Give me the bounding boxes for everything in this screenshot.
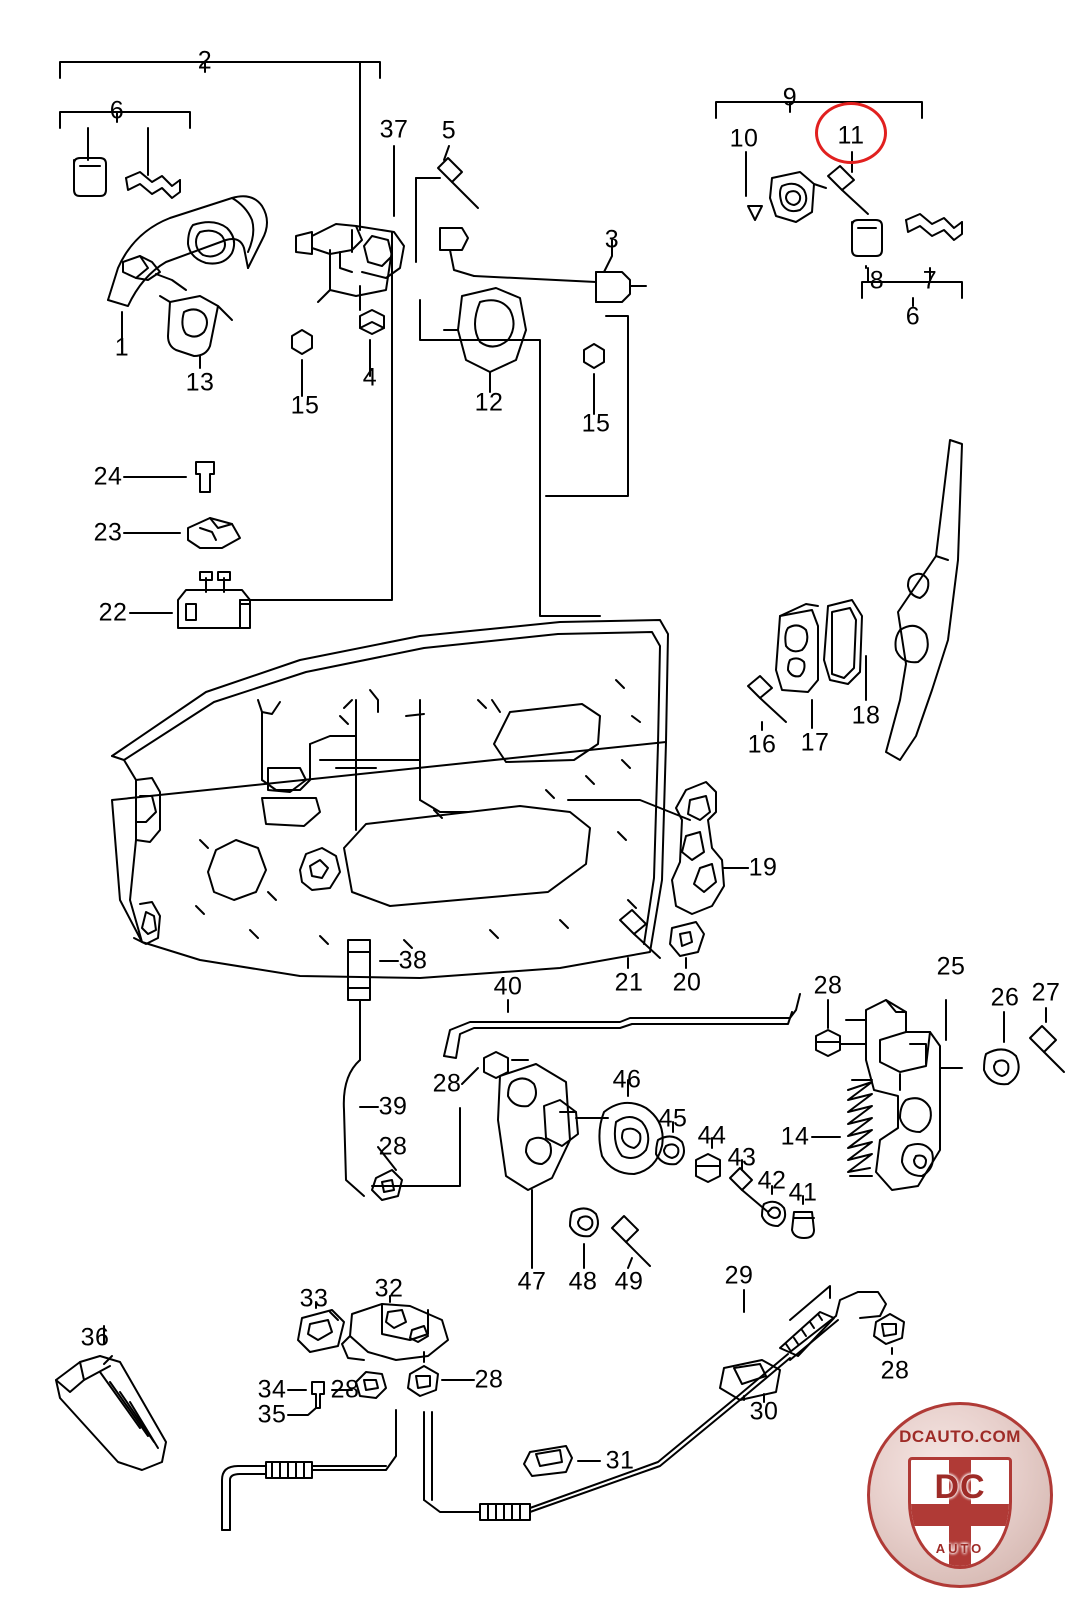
callout-number: 15: [581, 409, 611, 438]
callout-number: 49: [614, 1267, 644, 1296]
callout-number: 37: [379, 115, 409, 144]
watermark-top-text: DCAUTO.COM: [899, 1427, 1021, 1446]
callout-number: 2: [197, 46, 213, 75]
callout-number: 47: [517, 1267, 547, 1296]
callout-number: 9: [782, 83, 798, 112]
watermark-shield-horizontal-bar: [911, 1504, 1009, 1526]
callout-number: 29: [724, 1261, 754, 1290]
callout-number: 26: [990, 983, 1020, 1012]
callout-number: 4: [362, 363, 378, 392]
callout-number: 44: [697, 1121, 727, 1150]
callout-number: 28: [378, 1132, 408, 1161]
watermark-shield: [908, 1457, 1012, 1569]
callout-number: 12: [474, 388, 504, 417]
callout-number: 7: [922, 266, 938, 295]
callout-number: 10: [729, 124, 759, 153]
callout-number: 30: [749, 1397, 779, 1426]
callout-number: 8: [869, 266, 885, 295]
callout-number: 41: [788, 1178, 818, 1207]
callout-number: 15: [290, 391, 320, 420]
callout-number: 6: [905, 302, 921, 331]
callout-number: 17: [800, 728, 830, 757]
callout-number: 6: [109, 96, 125, 125]
callout-number: 18: [851, 701, 881, 730]
callout-number: 22: [98, 598, 128, 627]
callout-number: 28: [330, 1375, 360, 1404]
callout-number: 40: [493, 972, 523, 1001]
callout-number: 21: [614, 968, 644, 997]
callout-number: 28: [880, 1356, 910, 1385]
callout-number: 33: [299, 1284, 329, 1313]
callout-number: 34: [257, 1375, 287, 1404]
callout-number: 24: [93, 462, 123, 491]
callout-number: 14: [780, 1122, 810, 1151]
highlight-ring-part-11: [815, 102, 887, 164]
callout-number: 27: [1031, 978, 1061, 1007]
callout-number: 46: [612, 1065, 642, 1094]
callout-number: 3: [604, 225, 620, 254]
callout-number: 39: [378, 1092, 408, 1121]
callout-number: 19: [748, 853, 778, 882]
watermark-sub-text: AUTO: [935, 1541, 985, 1556]
callout-number: 28: [432, 1069, 462, 1098]
callout-number: 11: [837, 121, 865, 150]
callout-number: 28: [474, 1365, 504, 1394]
callout-number: 16: [747, 730, 777, 759]
callout-number: 28: [813, 971, 843, 1000]
callout-number: 31: [605, 1446, 635, 1475]
callout-number: 13: [185, 368, 215, 397]
callout-number: 5: [441, 116, 457, 145]
watermark-monogram: DC: [934, 1468, 986, 1506]
watermark-circle: [867, 1402, 1053, 1588]
callout-number: 36: [80, 1323, 110, 1352]
callout-number: 32: [374, 1274, 404, 1303]
watermark-dcauto: [867, 1402, 1057, 1592]
callout-number: 42: [757, 1166, 787, 1195]
callout-number: 23: [93, 518, 123, 547]
callout-number: 48: [568, 1267, 598, 1296]
callout-number: 35: [257, 1400, 287, 1429]
callout-number: 25: [936, 952, 966, 981]
callout-number: 1: [114, 333, 130, 362]
callout-number: 20: [672, 968, 702, 997]
callout-number: 43: [727, 1143, 757, 1172]
callout-number: 38: [398, 946, 428, 975]
callout-number: 45: [658, 1104, 688, 1133]
